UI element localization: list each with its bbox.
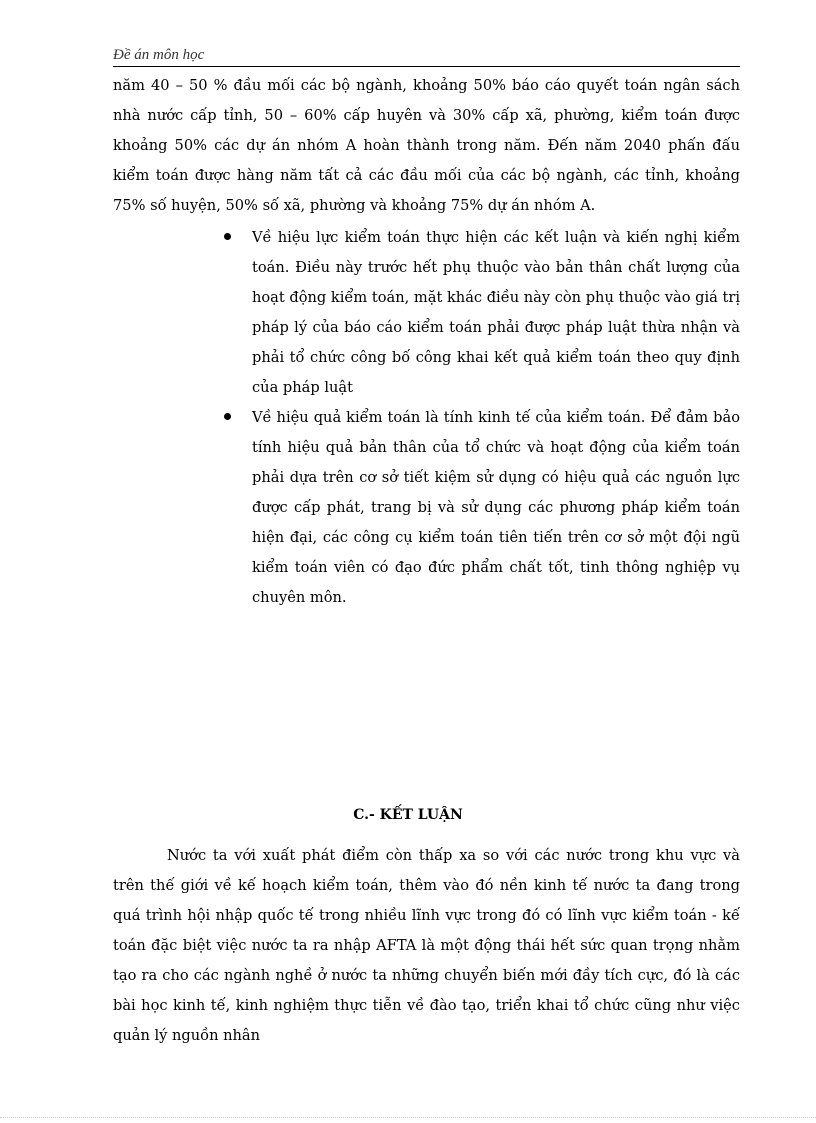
page-bottom-divider [0, 1117, 816, 1118]
bullet-item-efficiency [222, 403, 740, 613]
section-heading-conclusion: C.- KẾT LUẬN [353, 807, 463, 823]
conclusion-paragraph: Nước ta với xuất phát điểm còn thấp xa so với các nước trong khu vực và trên thế giới về kế hoạch kiểm toán, thêm vào đó nền kinh tế nước ta đang trong quá trình hội nhập quốc tế trong nhiều lĩnh vực trong đó có lĩnh vực kiểm toán - kế toán đặc biệt việc nước ta ra nhập AFTA là một động thái hết sức quan trọng nhằm tạo ra cho các ngành nghề ở nước ta những chuyển biến mới đầy tích cực, đó là các bài học kinh tế, kinh nghiệm thực tiễn về đào tạo, triển khai tổ chức cũng như việc quản lý nguồn nhân [113, 847, 740, 1044]
bullet-item-validity [222, 223, 740, 403]
bullet-text: Về hiệu lực kiểm toán thực hiện các kết luận và kiến nghị kiểm toán. Điều này trước hết phụ thuộc vào bản thân chất lượng của hoạt động kiểm toán, mặt khác điều này còn phụ thuộc vào giá trị pháp lý của báo cáo kiểm toán phải được pháp luật thừa nhận và phải tổ chức công bố công khai kết quả kiểm toán theo quy định của pháp luật [252, 229, 740, 396]
bullet-dot-icon [224, 233, 231, 240]
header-divider [113, 66, 740, 67]
page-header-title: Đề án môn học [113, 47, 205, 63]
bullet-list [222, 223, 740, 613]
bullet-dot-icon [224, 413, 231, 420]
intro-paragraph: năm 40 – 50 % đầu mối các bộ ngành, khoảng 50% báo cáo quyết toán ngân sách nhà nước cấp tỉnh, 50 – 60% cấp huyên và 30% cấp xã, phường, kiểm toán được khoảng 50% các dự án nhóm A hoàn thành trong năm. Đến năm 2040 phấn đấu kiểm toán được hàng năm tất cả các đầu mối của các bộ ngành, các tỉnh, khoảng 75% số huyện, 50% số xã, phường và khoảng 75% dự án nhóm A. [113, 77, 740, 214]
bullet-text: Về hiệu quả kiểm toán là tính kinh tế của kiểm toán. Để đảm bảo tính hiệu quả bản thân của tổ chức và hoạt động của kiểm toán phải dựa trên cơ sở tiết kiệm sử dụng có hiệu quả các nguồn lực được cấp phát, trang bị và sử dụng các phương pháp kiểm toán hiện đại, các công cụ kiểm toán tiên tiến trên cơ sở một đội ngũ kiểm toán viên có đạo đức phẩm chất tốt, tinh thông nghiệp vụ chuyên môn. [252, 409, 740, 606]
